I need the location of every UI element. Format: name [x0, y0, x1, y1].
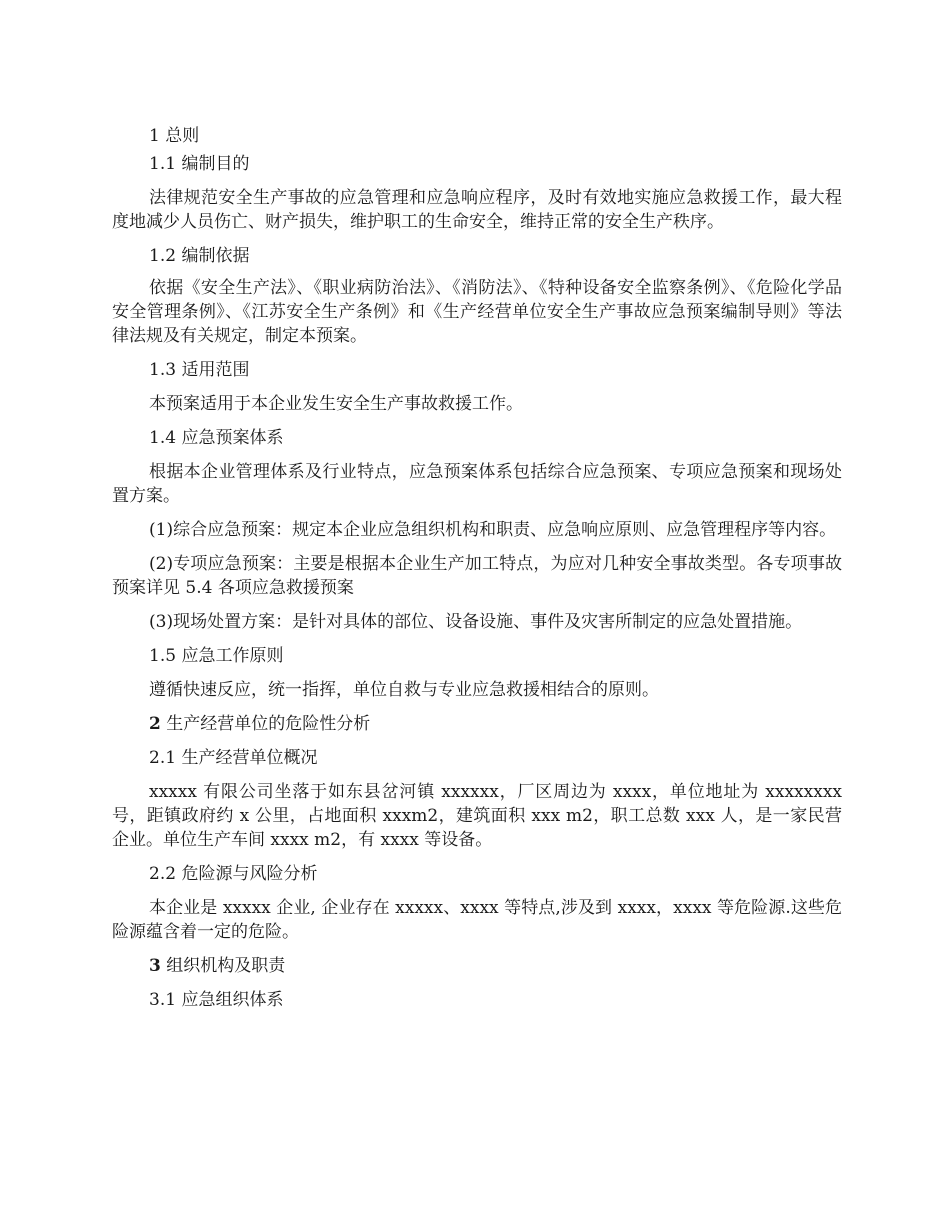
heading-1-1: 1.1 编制目的 [149, 154, 250, 174]
paragraph-company-overview: xxxxx 有限公司坐落于如东县岔河镇 xxxxxx，厂区周边为 xxxx，单位地址为 xxxxxxxx 号，距镇政府约 x 公里，占地面积 xxxm2，建筑面积 xxx m2，职工总数 xxx 人，是一家民营企业。单位生产车间 xxxx m2，有 xxxx 等设备。 [112, 782, 842, 850]
heading-3-number: 3 [149, 956, 161, 976]
heading-1-2: 1.2 编制依据 [149, 246, 250, 266]
heading-2-text: 生产经营单位的危险性分析 [160, 714, 371, 734]
document-body [112, 124, 842, 1012]
paragraph-hazard-analysis: 本企业是 xxxxx 企业, 企业存在 xxxxx、xxxx 等特点,涉及到 xxxx，xxxx 等危险源.这些危险源蕴含着一定的危险。 [112, 898, 842, 942]
paragraph-special-plan: (2)专项应急预案：主要是根据本企业生产加工特点，为应对几种安全事故类型。各专项事故预案详见 5.4 各项应急救援预案 [112, 554, 842, 598]
heading-1: 1 总则 [149, 126, 200, 146]
heading-1-3: 1.3 适用范围 [149, 360, 250, 380]
paragraph-purpose: 法律规范安全生产事故的应急管理和应急响应程序，及时有效地实施应急救援工作，最大程度地减少人员伤亡、财产损失，维护职工的生命安全，维持正常的安全生产秩序。 [112, 188, 842, 232]
heading-2-2: 2.2 危险源与风险分析 [149, 864, 318, 884]
heading-3-text: 组织机构及职责 [160, 956, 286, 976]
heading-1-5: 1.5 应急工作原则 [149, 646, 284, 666]
heading-2 [112, 712, 842, 736]
heading-3-1: 3.1 应急组织体系 [149, 990, 284, 1010]
paragraph-plan-system: 根据本企业管理体系及行业特点，应急预案体系包括综合应急预案、专项应急预案和现场处置方案。 [112, 462, 842, 506]
paragraph-comprehensive-plan: (1)综合应急预案：规定本企业应急组织机构和职责、应急响应原则、应急管理程序等内容。 [149, 520, 837, 540]
paragraph-onsite-plan: (3)现场处置方案：是针对具体的部位、设备设施、事件及灾害所制定的应急处置措施。 [149, 612, 803, 632]
heading-2-number: 2 [149, 714, 161, 734]
paragraph-basis: 依据《安全生产法》、《职业病防治法》、《消防法》、《特种设备安全监察条例》、《危险化学品安全管理条例》、《江苏安全生产条例》和《生产经营单位安全生产事故应急预案编制导则》等法律法规及有关规定，制定本预案。 [112, 278, 842, 346]
heading-3 [112, 954, 842, 978]
heading-2-1: 2.1 生产经营单位概况 [149, 748, 318, 768]
paragraph-scope: 本预案适用于本企业发生安全生产事故救援工作。 [149, 394, 523, 414]
heading-1-4: 1.4 应急预案体系 [149, 428, 284, 448]
paragraph-principles: 遵循快速反应，统一指挥，单位自救与专业应急救援相结合的原则。 [149, 680, 659, 700]
